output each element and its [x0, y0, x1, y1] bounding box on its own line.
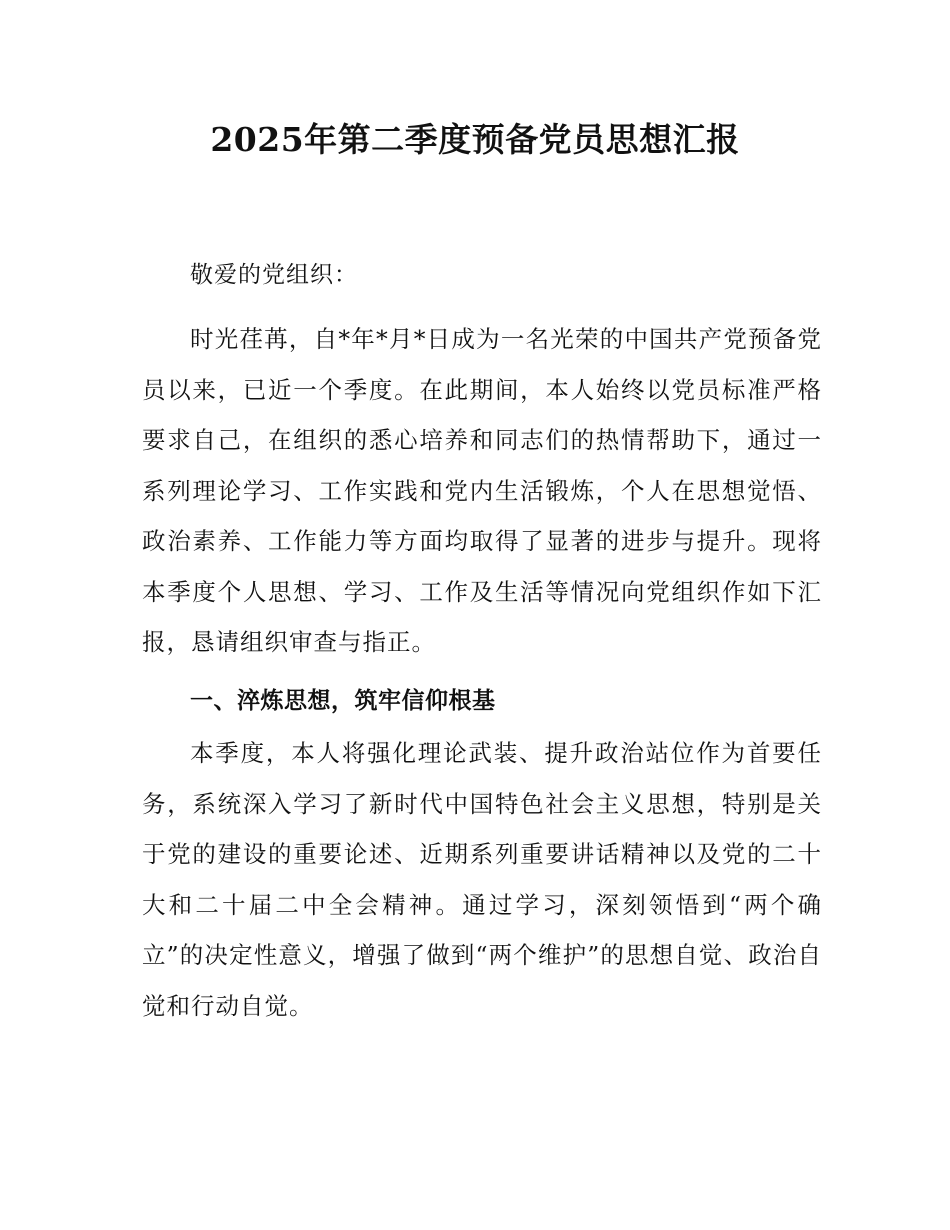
salutation: 敬爱的党组织： [190, 262, 358, 288]
intro-paragraph: 时光荏苒，自*年*月*日成为一名光荣的中国共产党预备党员以来，已近一个季度。在此期间，本人始终以党员标准严格要求自己，在组织的悉心培养和同志们的热情帮助下，通过一系列理论学习、工作实践和党内生活锻炼，个人在思想觉悟、政治素养、工作能力等方面均取得了显著的进步与提升。现将本季度个人思想、学习、工作及生活等情况向党组织作如下汇报，恳请组织审查与指正。 [142, 325, 822, 656]
section-paragraph-1: 本季度，本人将强化理论武装、提升政治站位作为首要任务，系统深入学习了新时代中国特色社会主义思想，特别是关于党的建设的重要论述、近期系列重要讲话精神以及党的二十大和二十届二中全会精神。通过学习，深刻领悟到“两个确立”的决定性意义，增强了做到“两个维护”的思想自觉、政治自觉和行动自觉。 [142, 739, 822, 1020]
document-title: 2025年第二季度预备党员思想汇报 [210, 120, 740, 159]
section-heading-1: 一、淬炼思想，筑牢信仰根基 [190, 688, 496, 714]
